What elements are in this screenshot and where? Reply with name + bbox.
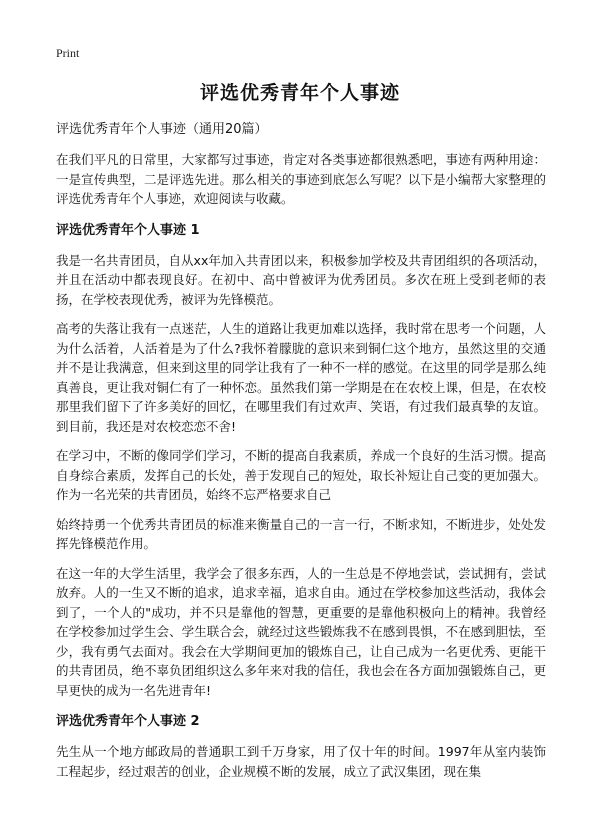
page-title: 评选优秀青年个人事迹: [199, 82, 400, 104]
section-heading-1: 评选优秀青年个人事迹 1: [56, 222, 200, 238]
section-1-paragraph: 始终持勇一个优秀共青团员的标准来衡量自己的一言一行，不断求知，不断进步，处处发挥先锋模范作用。: [56, 516, 546, 551]
print-link[interactable]: Print: [56, 46, 80, 60]
article-body: [56, 120, 546, 791]
section-heading-2: 评选优秀青年个人事迹 2: [56, 714, 200, 729]
section-1-paragraph: 高考的失落让我有一点迷茫，人生的道路让我更加难以选择，我时常在思考一个问题，人为什么活着，人活着是为了什么?我怀着朦胧的意识来到铜仁这个地方，虽然这里的交通并不是让我满意，但来到这里的同学让我有了一种不一样的感觉。在这里的同学是那么纯真善良，更让我对铜仁有了一种怀恋。虽然我们第一学期是在在农校上课，但是，在农校那里我们留下了许多美好的回忆，在哪里我们有过欢声、笑语，有过我们最真挚的友谊。到目前，我还是对农校恋恋不舍!: [56, 321, 546, 434]
intro-paragraph: 在我们平凡的日常里，大家都写过事迹，肯定对各类事迹都很熟悉吧，事迹有两种用途：一是宣传典型，二是评选先进。那么相关的事迹到底怎么写呢？以下是小编帮大家整理的评选优秀青年个人事迹，欢迎阅读与收藏。: [56, 152, 546, 206]
section-2-paragraph: 先生从一个地方邮政局的普通职工到千万身家，用了仅十年的时间。1997年从室内装饰工程起步，经过艰苦的创业，企业规模不断的发展，成立了武汉集团，现在集: [56, 744, 546, 779]
article-subtitle: 评选优秀青年个人事迹（通用20篇）: [56, 122, 268, 137]
section-1-paragraph: 在这一年的大学生活里，我学会了很多东西，人的一生总是不停地尝试，尝试拥有，尝试放弃。人的一生又不断的追求，追求幸福，追求自由。通过在学校参加这些活动，我体会到了，一个人的"成功，并不只是靠他的智慧，更重要的是靠他积极向上的精神。我曾经在学校参加过学生会、学生联合会，就经过这些锻炼我不在感到畏惧，不在感到胆怯，至少，我有勇气去面对。我会在大学期间更加的锻炼自己，让自己成为一名更优秀、更能干的共青团员，绝不辜负团组织这么多年来对我的信任，我也会在各方面加强锻炼自己，更早更快的成为一名先进青年!: [56, 565, 546, 698]
section-1-paragraph: 在学习中，不断的像同学们学习，不断的提高自我素质，养成一个良好的生活习惯。提高自身综合素质，发挥自己的长处，善于发现自己的短处，取长补短让自己变的更加强大。作为一名光荣的共青团员，始终不忘严格要求自己: [56, 448, 546, 502]
section-1-paragraph: 我是一名共青团员，自从xx年加入共青团以来，积极参加学校及共青团组织的各项活动，并且在活动中都表现良好。在初中、高中曾被评为优秀团员。多次在班上受到老师的表扬，在学校表现优秀，被评为先锋模范。: [56, 252, 546, 307]
